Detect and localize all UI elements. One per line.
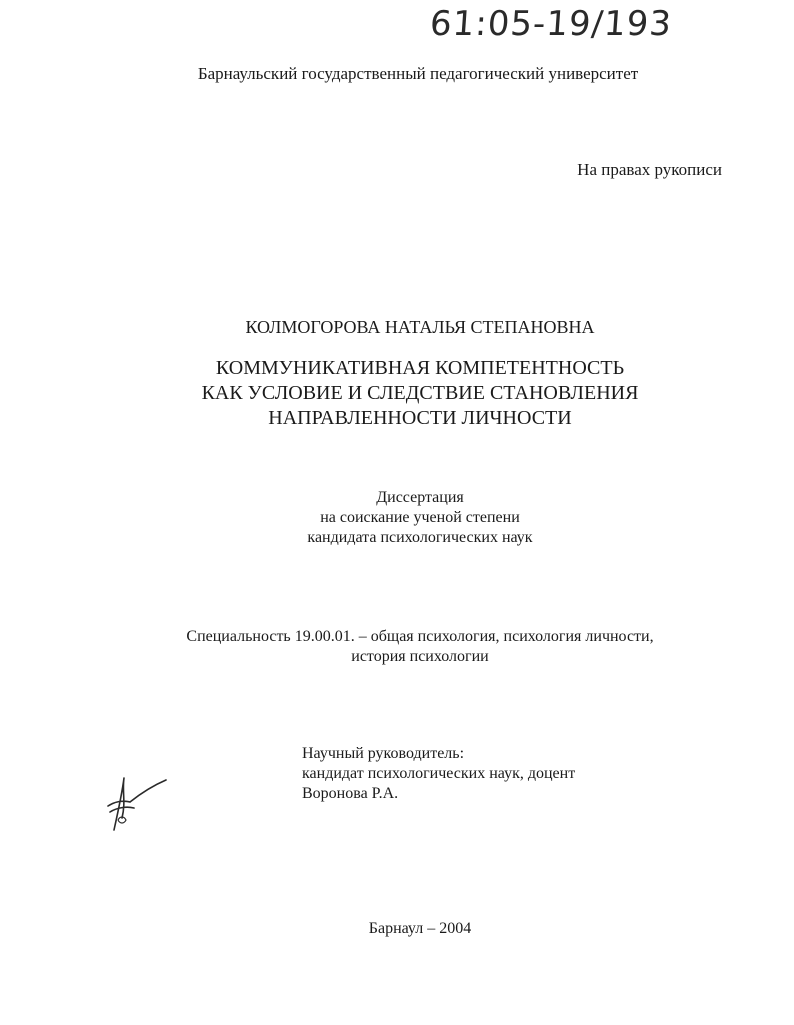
city-year: Барнаул – 2004	[368, 920, 472, 937]
specialty-line: история психологии	[351, 648, 489, 665]
title-line: КАК УСЛОВИЕ И СЛЕДСТВИЕ СТАНОВЛЕНИЯ	[201, 382, 639, 404]
rights-note: На правах рукописи	[577, 160, 722, 179]
author-name: КОЛМОГОРОВА НАТАЛЬЯ СТЕПАНОВНА	[245, 317, 595, 337]
specialty	[0, 627, 794, 667]
supervisor-block	[302, 744, 575, 804]
dissertation-type	[0, 488, 794, 548]
title-line: НАПРАВЛЕННОСТИ ЛИЧНОСТИ	[268, 407, 572, 429]
dissertation-line: на соискание ученой степени	[320, 509, 520, 526]
dissertation-line: Диссертация	[376, 489, 464, 506]
supervisor-line: Воронова Р.А.	[302, 785, 399, 802]
dissertation-line: кандидата психологических наук	[307, 529, 533, 546]
university-name: Барнаульский государственный педагогический университет	[197, 64, 639, 83]
dissertation-title	[0, 356, 794, 431]
archive-number-handwritten: 61:05-19/193	[428, 4, 674, 44]
supervisor-line: кандидат психологических наук, доцент	[302, 765, 576, 782]
title-line: КОММУНИКАТИВНАЯ КОМПЕТЕНТНОСТЬ	[215, 357, 625, 379]
supervisor-line: Научный руководитель:	[302, 745, 465, 762]
specialty-line: Специальность 19.00.01. – общая психология, психология личности,	[186, 628, 654, 645]
signature-icon	[100, 772, 170, 839]
